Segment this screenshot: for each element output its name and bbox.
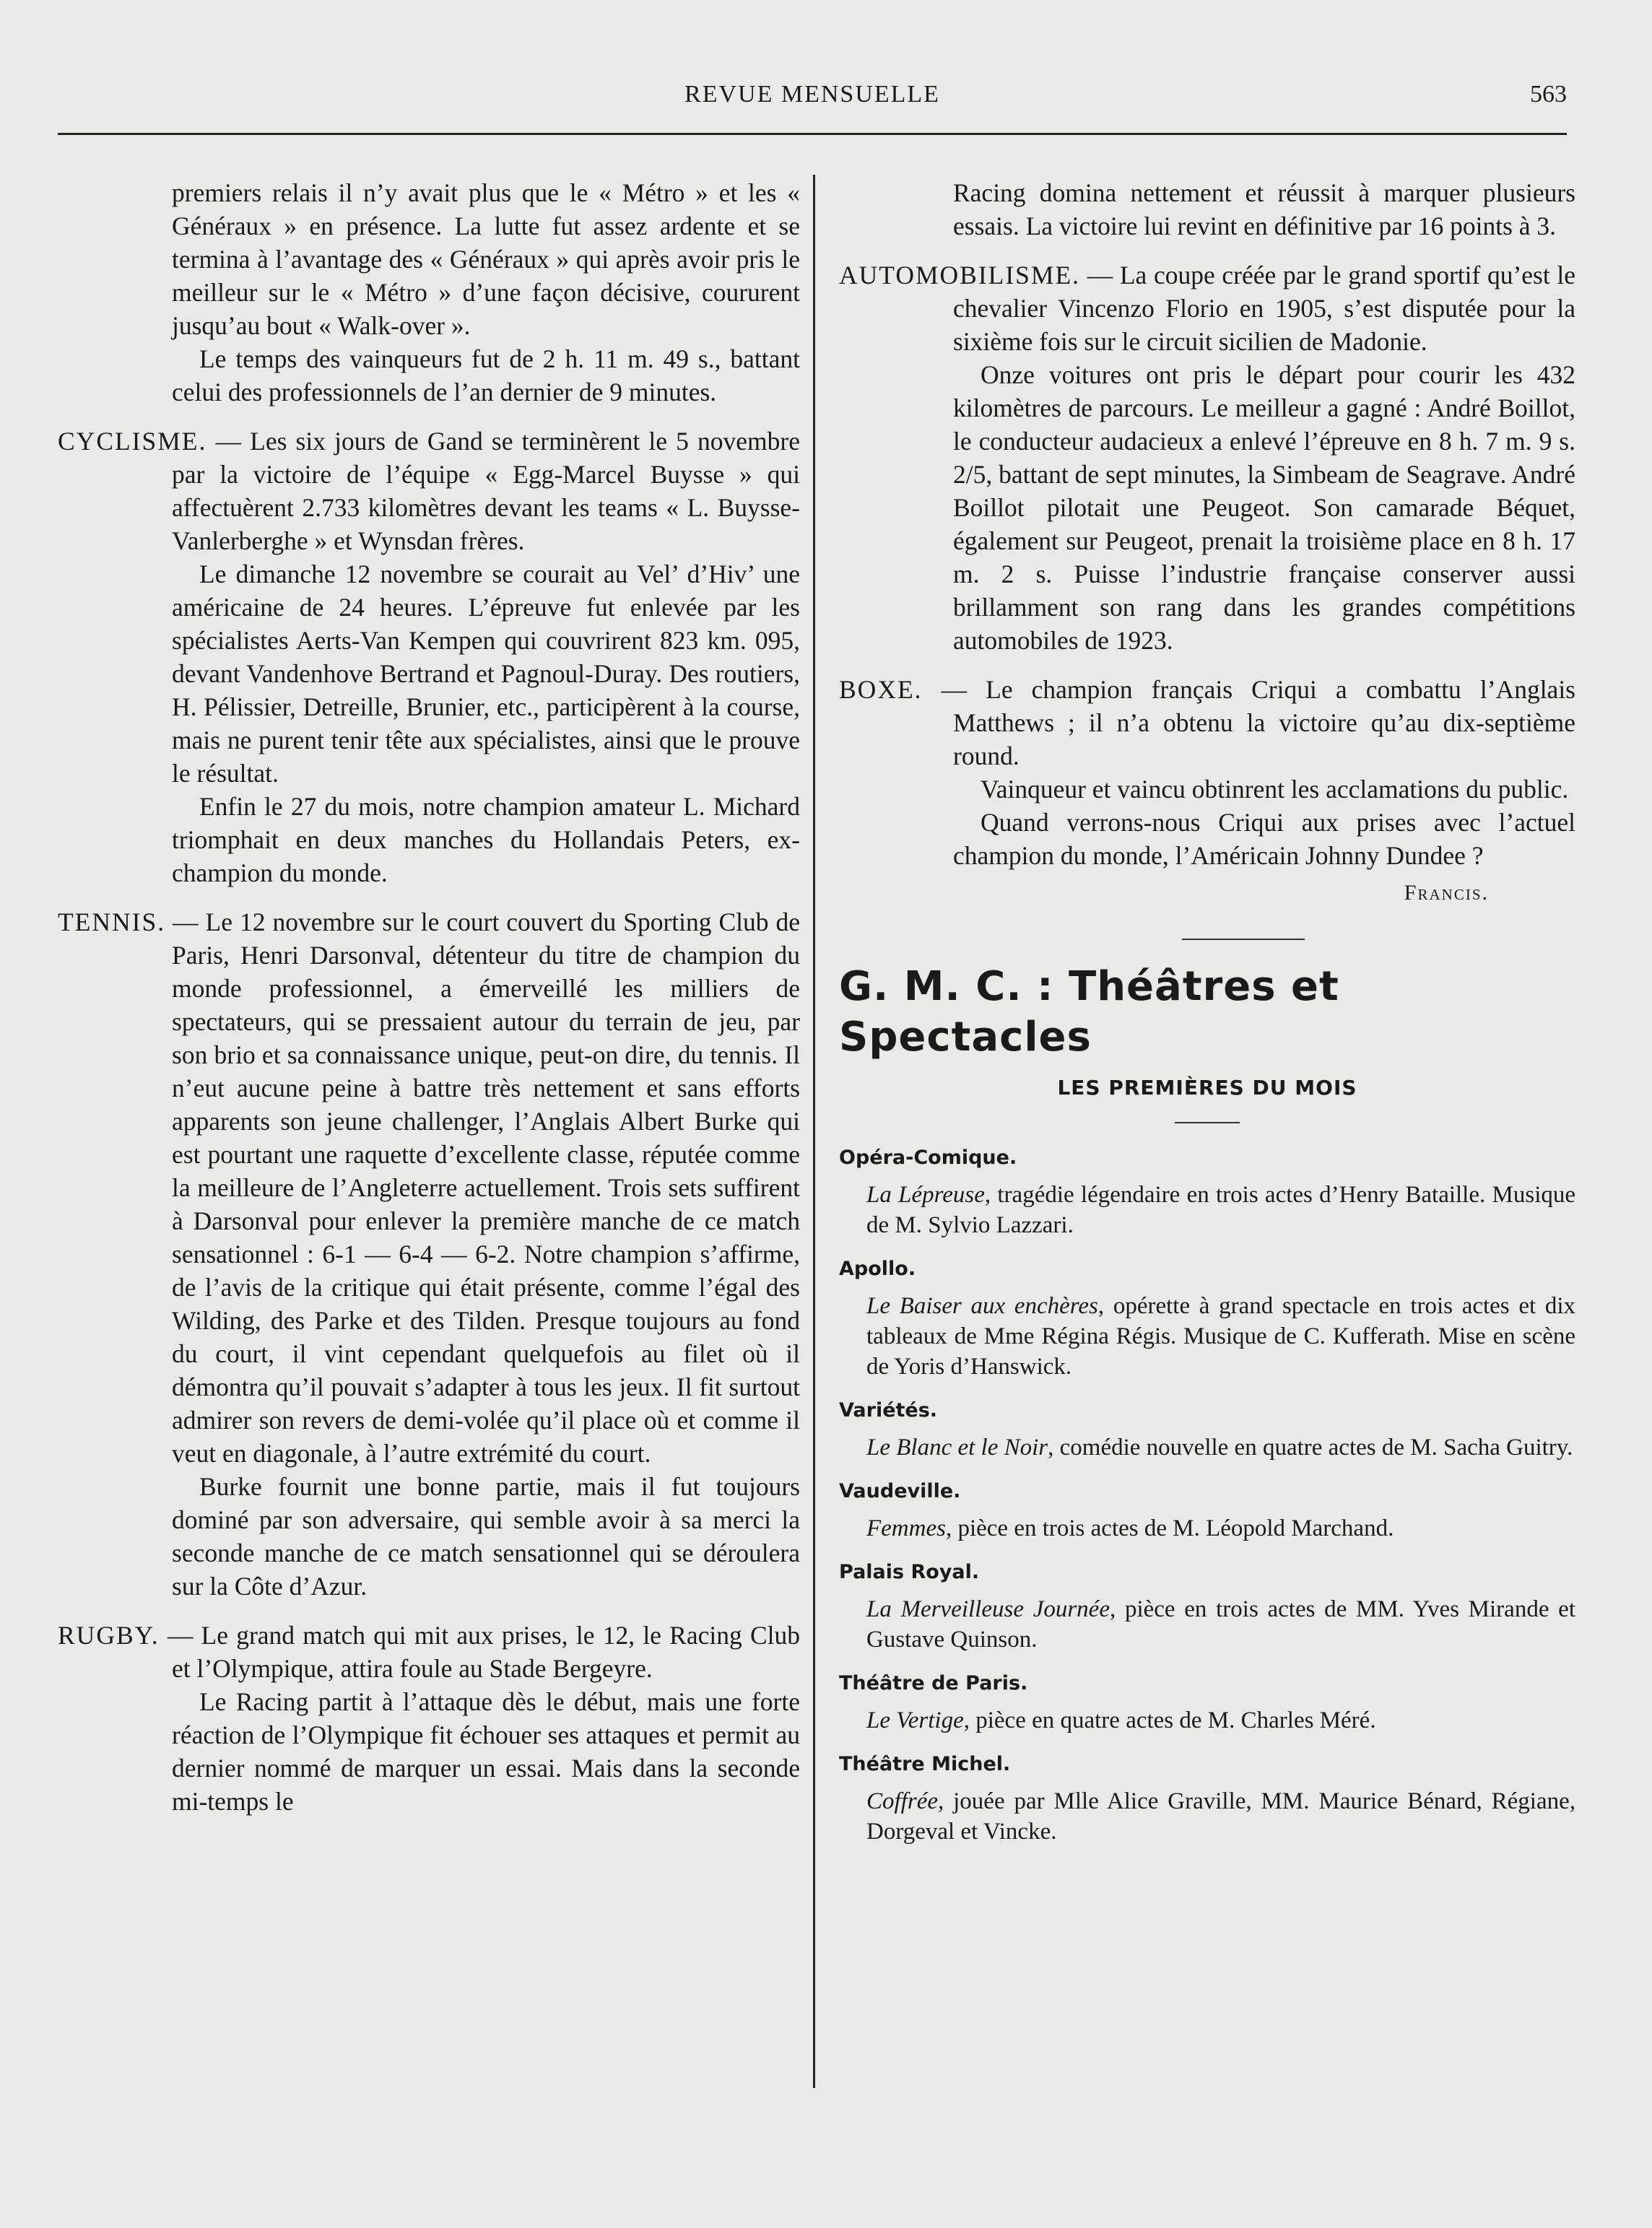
theatre-entry bbox=[839, 1398, 1575, 1463]
section-tennis bbox=[58, 905, 800, 1470]
theatre-entry bbox=[839, 1671, 1575, 1736]
section-label: CYCLISME. bbox=[58, 427, 207, 456]
paragraph: premiers relais il n’y avait plus que le « Métro » et les « Généraux » en présence. La lutte fut assez ardente et se termina à l’avantage des « Généraux » qui après avoir pris le meilleur sur le « Métro » d’une façon décisive, coururent jusqu’au bout « Walk-over ». bbox=[172, 178, 800, 340]
section-boxe bbox=[839, 673, 1575, 773]
gmc-subheading: LES PREMIÈRES DU MOIS bbox=[1057, 1076, 1357, 1100]
paragraph: Le dimanche 12 novembre se courait au Vel’ d’Hiv’ une américaine de 24 heures. L’épreuve fut enlevée par les spécialistes Aerts-Van Kempen qui couvrirent 823 km. 095, devant Vandenhove Bertrand et Pagnoul-Duray. Des routiers, H. Pélissier, Detreille, Brunier, etc., participèrent à la course, mais ne purent tenir tête aux spécialistes, ainsi que le prouve le résultat. bbox=[172, 560, 800, 788]
show-description bbox=[839, 1786, 1575, 1847]
header-rule bbox=[58, 133, 1567, 135]
column-divider bbox=[813, 175, 815, 2088]
section-cyclisme bbox=[58, 425, 800, 557]
theatre-name: Théâtre Michel. bbox=[839, 1753, 1011, 1775]
show-description bbox=[839, 1180, 1575, 1240]
section-label: TENNIS. bbox=[58, 908, 166, 936]
show-description bbox=[839, 1594, 1575, 1655]
theatre-name: Vaudeville. bbox=[839, 1480, 961, 1502]
show-details: , pièce en trois actes de MM. Yves Mirande et Gustave Quinson. bbox=[866, 1596, 1575, 1653]
section-rugby bbox=[58, 1619, 800, 1685]
theatre-name: Opéra-Comique. bbox=[839, 1146, 1017, 1169]
show-details: , jouée par Mlle Alice Graville, MM. Maurice Bénard, Régiane, Dorgeval et Vincke. bbox=[866, 1788, 1575, 1845]
paragraph: Quand verrons-nous Criqui aux prises avec l’actuel champion du monde, l’Américain Johnny Dundee ? bbox=[953, 808, 1575, 870]
theatre-name: Apollo. bbox=[839, 1258, 916, 1280]
show-details: , comédie nouvelle en quatre actes de M. Sacha Guitry. bbox=[1048, 1435, 1573, 1461]
right-column bbox=[839, 176, 1575, 1847]
show-description bbox=[839, 1432, 1575, 1463]
show-title: Le Baiser aux enchères bbox=[866, 1293, 1098, 1319]
show-title: La Lépreuse bbox=[866, 1182, 985, 1208]
paragraph: Enfin le 27 du mois, notre champion amateur L. Michard triomphait en deux manches du Hollandais Peters, ex-champion du monde. bbox=[172, 792, 800, 887]
theatre-entry bbox=[839, 1145, 1575, 1240]
show-details: , pièce en trois actes de M. Léopold Marchand. bbox=[945, 1515, 1394, 1541]
theatre-name: Théâtre de Paris. bbox=[839, 1672, 1028, 1694]
section-text: — Les six jours de Gand se terminèrent le 5 novembre par la victoire de l’équipe « Egg-Marcel Buysse » qui affectuèrent 2.733 kilomètres devant les teams « L. Buysse-Vanlerberghe » et Wynsdan frères. bbox=[172, 427, 800, 555]
paragraph: Racing domina nettement et réussit à marquer plusieurs essais. La victoire lui revint en définitive par 16 points à 3. bbox=[953, 178, 1575, 240]
page-number: 563 bbox=[1530, 81, 1567, 108]
show-description bbox=[839, 1291, 1575, 1382]
paragraph: Vainqueur et vaincu obtinrent les acclamations du public. bbox=[981, 775, 1569, 804]
theatre-list bbox=[839, 1145, 1575, 1847]
section-label: RUGBY. bbox=[58, 1621, 160, 1650]
show-description bbox=[839, 1513, 1575, 1544]
show-details: , tragédie légendaire en trois actes d’Henry Bataille. Musique de M. Sylvio Lazzari. bbox=[866, 1182, 1576, 1238]
theatre-entry bbox=[839, 1751, 1575, 1847]
show-details: , pièce en quatre actes de M. Charles Méré. bbox=[963, 1707, 1376, 1733]
theatre-entry bbox=[839, 1479, 1575, 1544]
section-text: — La coupe créée par le grand sportif qu’est le chevalier Vincenzo Florio en 1905, s’est disputée pour la sixième fois sur le circuit sicilien de Madonie. bbox=[953, 261, 1575, 356]
show-title: Le Blanc et le Noir bbox=[866, 1435, 1048, 1461]
show-title: Femmes bbox=[866, 1515, 946, 1541]
show-description bbox=[839, 1705, 1575, 1736]
section-automobilisme bbox=[839, 258, 1575, 358]
paragraph: Burke fournit une bonne partie, mais il fut toujours dominé par son adversaire, qui semble avoir à sa merci la seconde manche de ce match sensationnel qui se déroulera sur la Côte d’Azur. bbox=[172, 1472, 800, 1601]
section-label: BOXE. bbox=[839, 675, 923, 704]
section-text: — Le grand match qui mit aux prises, le 12, le Racing Club et l’Olympique, attira foule au Stade Bergeyre. bbox=[159, 1621, 800, 1683]
show-title: Le Vertige bbox=[866, 1707, 964, 1733]
page-header bbox=[58, 78, 1567, 121]
gmc-heading: G. M. C. : Théâtres et Spectacles bbox=[839, 963, 1339, 1061]
left-column bbox=[58, 176, 800, 1818]
paragraph: Onze voitures ont pris le départ pour courir les 432 kilomètres de parcours. Le meilleur a gagné : André Boillot, le conducteur audacieux a enlevé l’épreuve en 8 h. 7 m. 9 s. 2/5, battant de sept minutes, la Simbeam de Seagrave. André Boillot pilotait une Peugeot. Son camarade Béquet, également sur Peugeot, prenait la troisième place en 8 h. 17 m. 2 s. Puisse l’industrie française conserver aussi brillamment son rang dans les grandes compétitions automobiles de 1923. bbox=[953, 360, 1575, 655]
show-title: La Merveilleuse Journée bbox=[866, 1596, 1110, 1622]
paragraph: Le temps des vainqueurs fut de 2 h. 11 m. 49 s., battant celui des professionnels de l’an dernier de 9 minutes. bbox=[172, 344, 800, 406]
section-rule bbox=[1182, 939, 1305, 940]
author-signature: Francis. bbox=[1404, 881, 1489, 905]
theatre-name: Variétés. bbox=[839, 1399, 938, 1422]
paragraph: Le Racing partit à l’attaque dès le début, mais une forte réaction de l’Olympique fit échouer ses attaques et permit au dernier nommé de marquer un essai. Mais dans la seconde mi-temps le bbox=[172, 1687, 800, 1816]
section-label: AUTOMOBILISME. bbox=[839, 261, 1081, 290]
subheading-rule bbox=[1175, 1122, 1240, 1123]
running-head: REVUE MENSUELLE bbox=[684, 81, 940, 108]
section-text: — Le champion français Criqui a combattu l’Anglais Matthews ; il n’a obtenu la victoire qu’au dix-septième round. bbox=[922, 675, 1575, 770]
show-details: , opérette à grand spectacle en trois actes et dix tableaux de Mme Régina Régis. Musique de C. Kufferath. Mise en scène de Yoris d’Hanswick. bbox=[866, 1293, 1576, 1380]
show-title: Coffrée bbox=[866, 1788, 938, 1814]
theatre-name: Palais Royal. bbox=[839, 1561, 980, 1583]
section-text: — Le 12 novembre sur le court couvert du Sporting Club de Paris, Henri Darsonval, détenteur du titre de champion du monde professionnel, a émerveillé les milliers de spectateurs, qui se pressaient autour du terrain de jeu, par son brio et sa connaissance unique, peut-on dire, du tennis. Il n’eut aucune peine à battre très nettement et sans efforts apparents son jeune challenger, l’Anglais Albert Burke qui est pourtant une raquette d’excellente classe, réputée comme la meilleure de l’Angleterre actuellement. Trois sets suffirent à Darsonval pour enlever la première manche de ce match sensationnel : 6-1 — 6-4 — 6-2. Notre champion s’affirme, de l’avis de la critique qui était présente, comme l’égal des Wilding, des Parke et des Tilden. Presque toujours au fond du court, il vint cependant quelquefois au filet où il démontra qu’il pouvait s’adapter à tous les jeux. Il fit surtout admirer son revers de demi-volée qu’il place où et comme il veut en diagonale, à l’autre extrémité du court. bbox=[165, 908, 800, 1468]
theatre-entry bbox=[839, 1559, 1575, 1655]
theatre-entry bbox=[839, 1256, 1575, 1382]
